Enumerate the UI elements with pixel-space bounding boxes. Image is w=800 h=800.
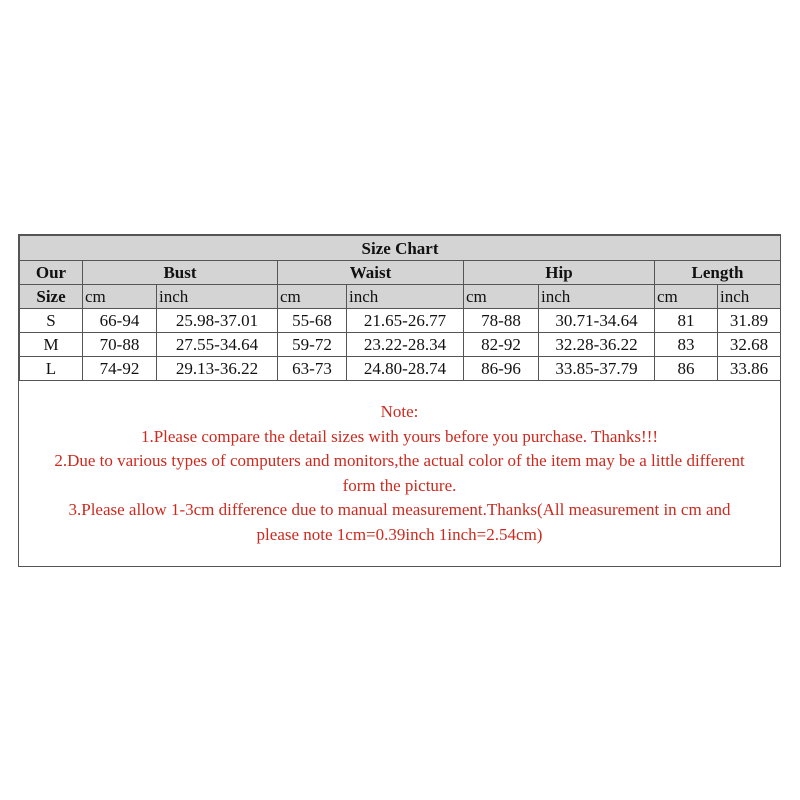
hip-inch-cell: 30.71-34.64 xyxy=(539,309,655,333)
title-row xyxy=(20,236,781,261)
waist-cm-cell: 55-68 xyxy=(278,309,347,333)
length-inch-cell: 33.86 xyxy=(718,357,781,381)
chart-title: Size Chart xyxy=(20,236,781,261)
length-inch-cell: 32.68 xyxy=(718,333,781,357)
hip-header: Hip xyxy=(464,261,655,285)
table-row xyxy=(20,309,781,333)
size-table xyxy=(19,235,781,381)
group-header-row xyxy=(20,261,781,285)
bust-cm-cell: 66-94 xyxy=(83,309,157,333)
hip-cm-cell: 82-92 xyxy=(464,333,539,357)
size-cell: L xyxy=(20,357,83,381)
waist-inch-cell: 21.65-26.77 xyxy=(347,309,464,333)
bust-cm-cell: 74-92 xyxy=(83,357,157,381)
length-cm-cell: 83 xyxy=(655,333,718,357)
note-line: 2.Due to various types of computers and monitors,the actual color of the item may be a little different xyxy=(54,451,745,470)
note-line: please note 1cm=0.39inch 1inch=2.54cm) xyxy=(256,524,543,544)
size-cell: M xyxy=(20,333,83,357)
note-line: 1.Please compare the detail sizes with yours before you purchase. Thanks!!! xyxy=(140,426,659,446)
waist-cm-cell: 59-72 xyxy=(278,333,347,357)
hip-cm-cell: 78-88 xyxy=(464,309,539,333)
length-cm-header: cm xyxy=(655,285,718,309)
waist-inch-cell: 23.22-28.34 xyxy=(347,333,464,357)
waist-header: Waist xyxy=(278,261,464,285)
hip-cm-cell: 86-96 xyxy=(464,357,539,381)
unit-header-row xyxy=(20,285,781,309)
table-row xyxy=(20,333,781,357)
bust-header: Bust xyxy=(83,261,278,285)
our-size-header-line2: Size xyxy=(20,285,83,309)
length-cm-cell: 81 xyxy=(655,309,718,333)
waist-inch-header: inch xyxy=(347,285,464,309)
bust-cm-header: cm xyxy=(83,285,157,309)
size-chart xyxy=(18,234,781,567)
bust-cm-cell: 70-88 xyxy=(83,333,157,357)
bust-inch-cell: 27.55-34.64 xyxy=(157,333,278,357)
our-size-header: Our xyxy=(20,261,83,285)
bust-inch-header: inch xyxy=(157,285,278,309)
note-line: form the picture. xyxy=(342,475,457,495)
length-inch-header: inch xyxy=(718,285,781,309)
hip-inch-header: inch xyxy=(539,285,655,309)
note-heading: Note: xyxy=(380,402,419,421)
waist-inch-cell: 24.80-28.74 xyxy=(347,357,464,381)
length-cm-cell: 86 xyxy=(655,357,718,381)
size-cell: S xyxy=(20,309,83,333)
bust-inch-cell: 25.98-37.01 xyxy=(157,309,278,333)
waist-cm-cell: 63-73 xyxy=(278,357,347,381)
table-row xyxy=(20,357,781,381)
waist-cm-header: cm xyxy=(278,285,347,309)
bust-inch-cell: 29.13-36.22 xyxy=(157,357,278,381)
length-inch-cell: 31.89 xyxy=(718,309,781,333)
note-section xyxy=(19,400,780,547)
hip-cm-header: cm xyxy=(464,285,539,309)
note-line: 3.Please allow 1-3cm difference due to manual measurement.Thanks(All measurement in cm and xyxy=(68,500,731,519)
hip-inch-cell: 33.85-37.79 xyxy=(539,357,655,381)
hip-inch-cell: 32.28-36.22 xyxy=(539,333,655,357)
length-header: Length xyxy=(655,261,781,285)
